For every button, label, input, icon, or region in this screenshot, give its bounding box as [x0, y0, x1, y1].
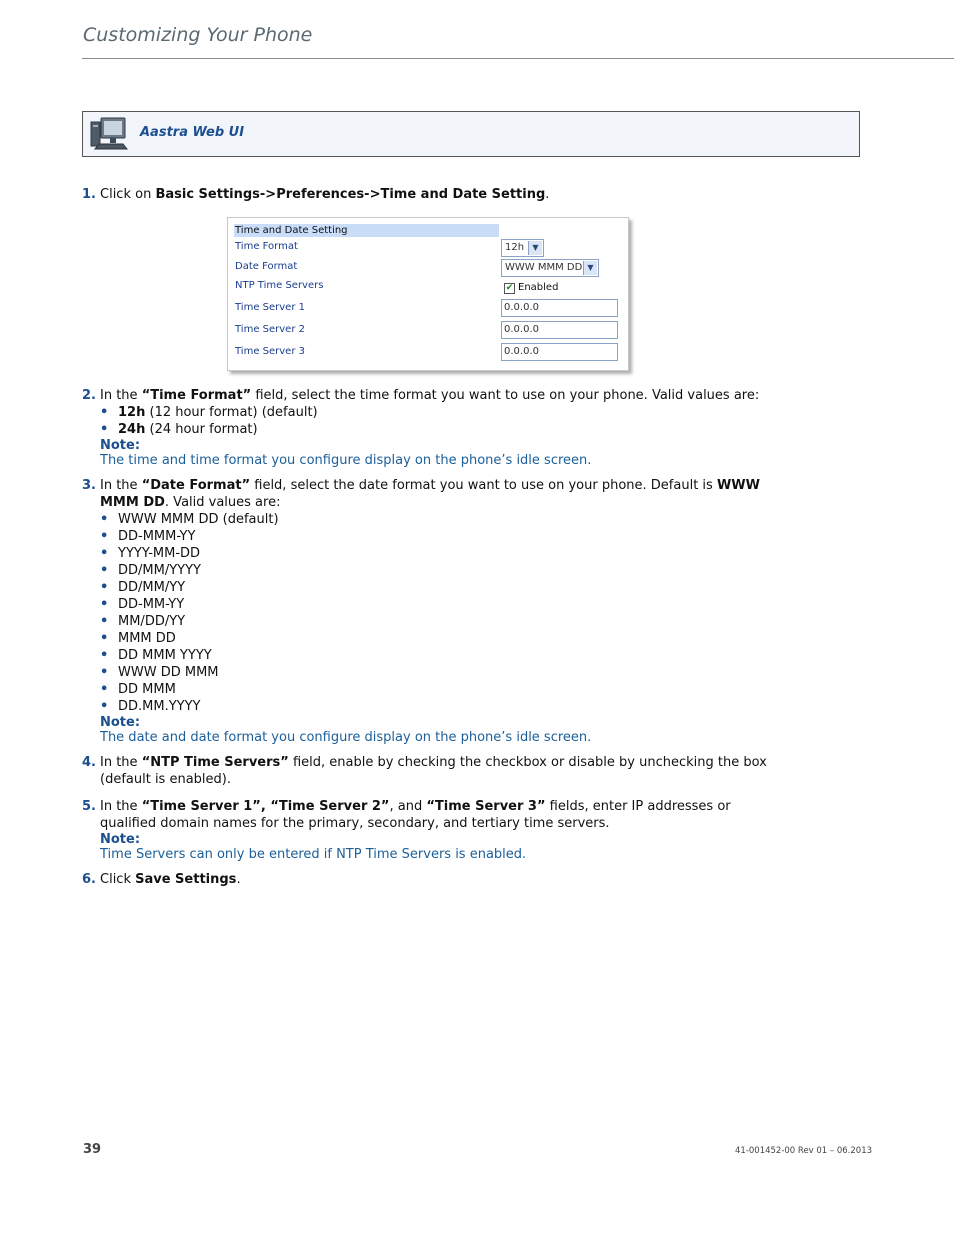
page-number: 39	[83, 1142, 102, 1157]
field-name: “Date Format”	[141, 478, 251, 493]
step-text: Click on	[100, 187, 156, 202]
instructions	[82, 186, 772, 888]
step-3	[82, 477, 772, 745]
chevron-down-icon: ▼	[528, 241, 542, 255]
step-text: , and	[389, 799, 427, 814]
step-2	[82, 387, 772, 468]
date-format-value: WWW MMM DD	[505, 262, 583, 273]
time-server-1-input[interactable]: 0.0.0.0	[501, 299, 618, 317]
note-label: Note:	[100, 438, 141, 453]
step-text: Click	[100, 872, 136, 887]
checkmark-icon: ✔	[505, 283, 514, 293]
step-number: 3.	[82, 478, 96, 493]
list-item: • WWW MMM DD (default)	[100, 511, 772, 528]
time-server-1-label: Time Server 1	[235, 302, 305, 313]
time-format-select[interactable]	[501, 239, 544, 257]
step-text: field, select the date format you want to use on your phone. Default is	[250, 478, 717, 493]
ntp-enabled-label: Enabled	[518, 282, 559, 293]
web-ui-banner	[82, 111, 860, 157]
step-5	[82, 798, 772, 862]
list-item: • DD-MM-YY	[100, 596, 772, 613]
note-label: Note:	[100, 715, 141, 730]
field-name: “Time Server 3”	[426, 799, 546, 814]
time-server-3-input[interactable]: 0.0.0.0	[501, 343, 618, 361]
ntp-enabled-checkbox[interactable]	[504, 283, 515, 294]
list-item-text: (24 hour format)	[145, 422, 258, 437]
step-number: 5.	[82, 799, 96, 814]
note-text: The time and time format you configure display on the phone’s idle screen.	[100, 453, 592, 468]
list-item: • MM/DD/YY	[100, 613, 772, 630]
form-section-title: Time and Date Setting	[234, 224, 499, 237]
step-text: In the	[100, 478, 142, 493]
date-format-label: Date Format	[235, 261, 298, 272]
time-server-3-label: Time Server 3	[235, 346, 305, 357]
step-number: 6.	[82, 872, 96, 887]
note-text: The date and date format you configure display on the phone’s idle screen.	[100, 730, 592, 745]
time-format-value: 12h	[505, 242, 525, 253]
list-item-value: 24h	[118, 422, 146, 437]
banner-title: Aastra Web UI	[140, 125, 245, 140]
menu-path: Basic Settings->Preferences->Time and Date Setting	[155, 187, 546, 202]
list-item: • DD MMM	[100, 681, 772, 698]
step-text: .	[545, 187, 550, 202]
step-text: .	[236, 872, 241, 887]
time-format-label: Time Format	[235, 241, 298, 252]
page-header-title: Customizing Your Phone	[83, 24, 313, 46]
step-text: . Valid values are:	[164, 495, 281, 510]
date-format-select[interactable]	[501, 259, 599, 277]
chevron-down-icon: ▼	[583, 261, 597, 275]
list-item: • YYYY-MM-DD	[100, 545, 772, 562]
time-server-2-input[interactable]: 0.0.0.0	[501, 321, 618, 339]
list-item	[100, 404, 772, 421]
time-date-settings-screenshot	[227, 217, 629, 371]
header-divider	[82, 58, 954, 59]
step-number: 1.	[82, 187, 96, 202]
time-format-values-list	[100, 404, 772, 438]
step-6	[82, 871, 772, 888]
field-name: “NTP Time Servers”	[141, 755, 289, 770]
list-item: • MMM DD	[100, 630, 772, 647]
list-item: • DD.MM.YYYY	[100, 698, 772, 715]
computer-icon	[89, 116, 129, 156]
save-settings-label: Save Settings	[135, 872, 237, 887]
list-item: • DD/MM/YYYY	[100, 562, 772, 579]
list-item: • DD-MMM-YY	[100, 528, 772, 545]
default-value: WWW MMM DD	[100, 478, 760, 510]
list-item-value: 12h	[118, 405, 146, 420]
field-name: “Time Server 1”, “Time Server 2”	[141, 799, 390, 814]
step-text: In the	[100, 388, 142, 403]
note-text: Time Servers can only be entered if NTP Time Servers is enabled.	[100, 847, 527, 862]
document-id: 41-001452-00 Rev 01 – 06.2013	[735, 1146, 873, 1156]
ntp-time-servers-label: NTP Time Servers	[235, 280, 324, 291]
list-item	[100, 421, 772, 438]
list-item: • WWW DD MMM	[100, 664, 772, 681]
time-server-2-label: Time Server 2	[235, 324, 305, 335]
step-number: 2.	[82, 388, 96, 403]
list-item: • DD/MM/YY	[100, 579, 772, 596]
step-text: field, select the time format you want to use on your phone. Valid values are:	[251, 388, 760, 403]
step-number: 4.	[82, 755, 96, 770]
date-format-values-list	[100, 511, 772, 715]
step-1	[82, 186, 772, 203]
step-text: fields, enter IP addresses or qualified domain names for the primary, secondary, and tertiary time servers.	[100, 799, 731, 831]
list-item-text: (12 hour format) (default)	[145, 405, 318, 420]
note-label: Note:	[100, 832, 141, 847]
step-text: field, enable by checking the checkbox or disable by unchecking the box (default is enabled).	[100, 755, 767, 787]
step-text: In the	[100, 755, 142, 770]
list-item: • DD MMM YYYY	[100, 647, 772, 664]
field-name: “Time Format”	[141, 388, 252, 403]
step-text: In the	[100, 799, 142, 814]
step-4	[82, 754, 772, 788]
